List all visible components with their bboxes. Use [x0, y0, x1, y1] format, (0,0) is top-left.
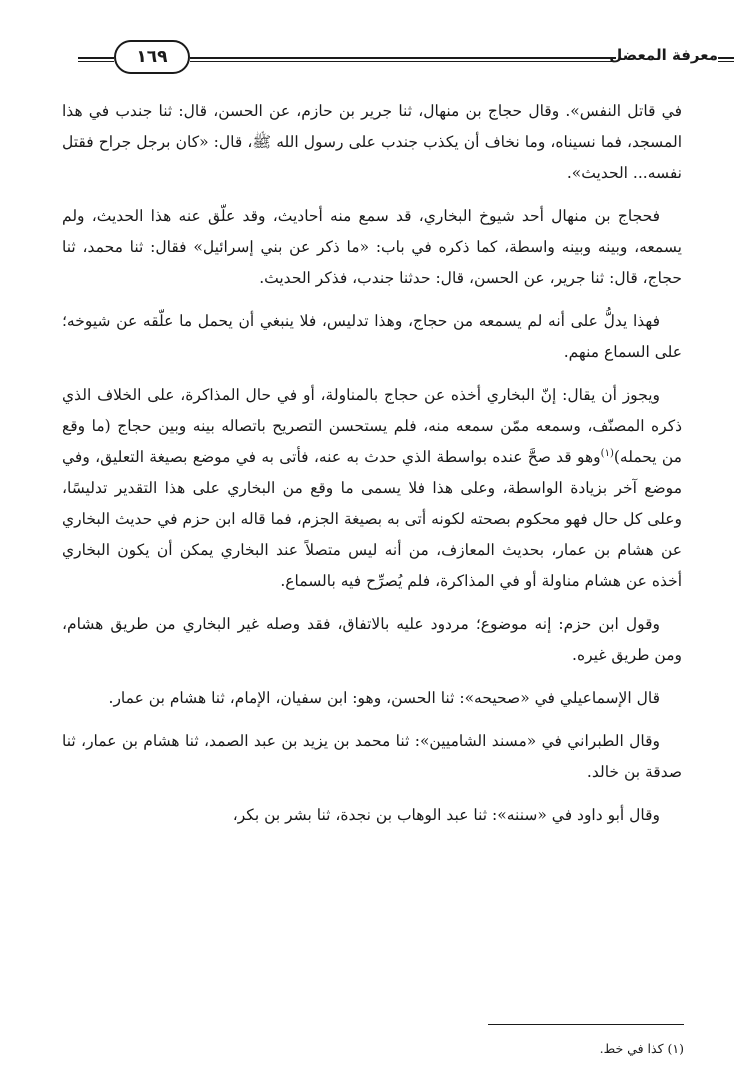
- paragraph: قال الإسماعيلي في «صحيحه»: ثنا الحسن، وهو: ابن سفيان، الإمام، ثنا هشام بن عمار.: [108, 689, 660, 707]
- page-number-frame: [114, 40, 190, 74]
- header-rule-right: [718, 57, 734, 62]
- running-header: [78, 38, 718, 78]
- paragraph: في قاتل النفس». وقال حجاج بن منهال، ثنا جرير بن حازم، عن الحسن، قال: ثنا جندب في هذا المسجد، فما نسيناه، وما نخاف أن يكذب جندب على رسول الله ﷺ، قال: «كان برجل جراح فقتل نفسه... الحديث».: [62, 102, 682, 182]
- header-rule-left: [78, 57, 114, 62]
- paragraph: وقال الطبراني في «مسند الشاميين»: ثنا محمد بن يزيد بن عبد الصمد، ثنا هشام بن عمار، ثنا صدقة بن خالد.: [62, 732, 682, 781]
- paragraph: فحجاج بن منهال أحد شيوخ البخاري، قد سمع منه أحاديث، وقد علّق عنه هذا الحديث، ولم يسمعه، وبينه وبينه واسطة، كما ذكره في باب: «ما ذكر عن بني إسرائيل» فقال: ثنا محمد، ثنا حجاج، قال: ثنا جرير، عن الحسن، قال: حدثنا جندب، فذكر الحديث.: [62, 207, 682, 287]
- page-number: ١٦٩: [136, 47, 168, 67]
- paragraph-text-continued: وهو قد صحَّ عنده بواسطة الذي حدث به عنه، فأتى به في موضع بصيغة التعليق، وفي موضع آخر بزيادة الواسطة، وعلى هذا فلا يسمى ما وقع من البخاري على هذا التقدير تدليسًا، وعلى كل حال فهو محكوم بصحته لكونه أتى به بصيغة الجزم، فما قاله ابن حزم في حديث البخاري عن هشام بن عمار، بحديث المعازف، من أنه ليس متصلاً عند البخاري يمكن أن يكون البخاري أخذه عن هشام مناولة أو في المذاكرة، فلم يُصرِّح فيه بالسماع.: [62, 448, 682, 590]
- header-rule-middle: [190, 57, 616, 62]
- footnote-marker: (١): [600, 447, 614, 459]
- body-text: [62, 96, 682, 843]
- paragraph: وقول ابن حزم: إنه موضوع؛ مردود عليه بالاتفاق، فقد وصله غير البخاري من طريق هشام، ومن طريق غيره.: [62, 615, 682, 664]
- footnote: (١) كذا في خط.: [599, 1041, 684, 1056]
- footnote-rule: [488, 1024, 684, 1025]
- paragraph: [62, 380, 682, 597]
- paragraph: وقال أبو داود في «سننه»: ثنا عبد الوهاب بن نجدة، ثنا بشر بن بكر،: [232, 806, 660, 824]
- paragraph-text: ويجوز أن يقال: إنّ البخاري أخذه عن حجاج بالمناولة، أو في حال المذاكرة، على الخلاف الذي ذكره المصنّف، وسمعه ممّن سمعه منه، فلم يستحسن التصريح باتصاله بينه وبين حجاج (ما وقع من يحمله): [62, 386, 682, 466]
- paragraph: فهذا يدلُّ على أنه لم يسمعه من حجاج، وهذا تدليس، فلا ينبغي أن يحمل ما علّقه عن شيوخه؛ على السماع منهم.: [62, 312, 682, 361]
- running-title: معرفة المعضل: [609, 46, 718, 64]
